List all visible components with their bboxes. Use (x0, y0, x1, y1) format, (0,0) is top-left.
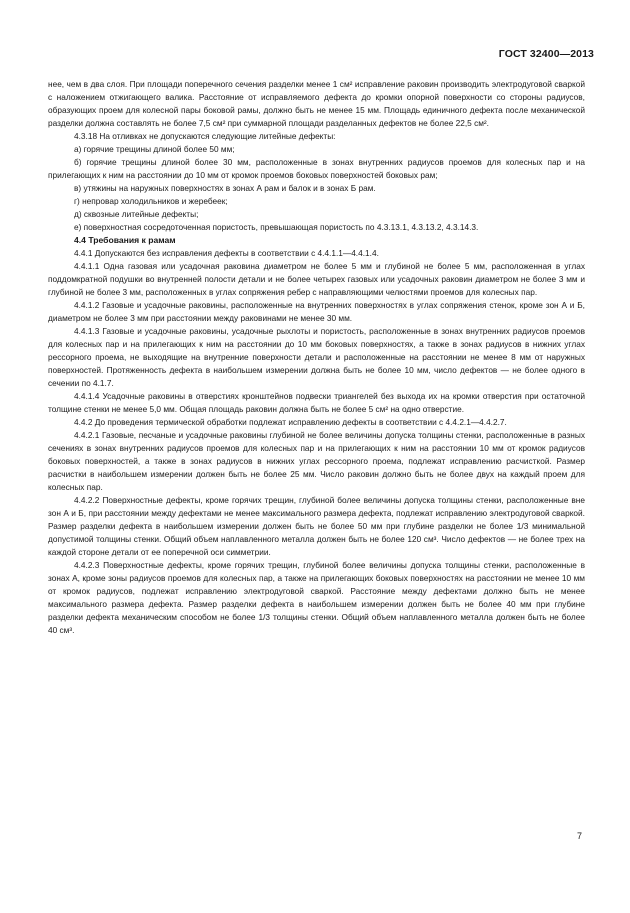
paragraph: 4.4.1.3 Газовые и усадочные раковины, усадочные рыхлоты и пористость, расположенные в зонах внутренних радиусов проемов для колесных пар и на прилегающих к ним на расстоянии до 10 мм боковых поверхностях, а также в зонах радиусов в нижних углах рессорного проема, не выходящие на внутренние поверхности детали и расположенные на расстоянии не менее 8 мм от наружных поверхностей. Протяженность дефекта в наибольшем измерении должна быть не более 10 мм, число дефектов — не более одного в сечении по 4.1.7. (48, 326, 585, 388)
paragraph: 4.3.18 На отливках не допускаются следующие литейные дефекты: (74, 131, 336, 141)
section-heading: 4.4 Требования к рамам (74, 235, 176, 245)
list-item: е) поверхностная сосредоточенная пористость, превышающая пористость по 4.3.13.1, 4.3.13.2, 4.3.14.3. (74, 222, 479, 232)
paragraph: нее, чем в два слоя. При площади поперечного сечения разделки менее 1 см² исправление раковин производить электродуговой сваркой с наложением отжигающего валика. Расстояние от исправляемого дефекта до кромки опорной поверхности со стороны радиусов, образующих проем для колесной пары боковой рамы, должно быть не менее 15 мм. Площадь единичного дефекта после механической разделки должна составлять не более 7,5 см² при суммарной площади разделанных дефектов не более 22,5 см². (48, 79, 585, 128)
list-item: д) сквозные литейные дефекты; (74, 209, 199, 219)
page-number: 7 (576, 831, 582, 841)
paragraph: 4.4.1.2 Газовые и усадочные раковины, расположенные на внутренних поверхностях в углах сопряжения стенок, кроме зон А и Б, диаметром не более 3 мм при расстоянии между раковинами не менее 30 мм. (48, 300, 585, 323)
paragraph: 4.4.2.1 Газовые, песчаные и усадочные раковины глубиной не более величины допуска толщины стенки, расположенные в разных сечениях в зонах внутренних радиусов проемов для колесных пар и на прилегающих к ним на расстоянии 10 мм от кромок радиусов боковых поверхностей, а также в зонах радиусов в нижних углах рессорного проема, подлежат исправлению расчисткой. Размер расчистки в наибольшем измерении должен быть не более 25 мм. Число раковин должно быть не более двух на каждый проем для колесных пар. (48, 430, 585, 492)
paragraph: 4.4.1.1 Одна газовая или усадочная раковина диаметром не более 5 мм и глубиной не более 5 мм, расположенная в углах поддомкратной подушки во внутренней полости детали и не более четырех газовых или усадочных раковин диаметром не более 3 мм и глубиной не более 3 мм, расположенных в углах сопряжения ребер с направляющими челюстями проемов для колесных пар. (48, 261, 585, 297)
list-item: г) непровар холодильников и жеребеек; (74, 196, 228, 206)
paragraph: 4.4.1.4 Усадочные раковины в отверстиях кронштейнов подвески триангелей без выхода их на кромки отверстия при остаточной толщине стенки не менее 5,0 мм. Общая площадь раковин должна быть не более 5 см² на одно отверстие. (48, 391, 585, 414)
document-header: ГОСТ 32400—2013 (498, 48, 594, 60)
list-item: б) горячие трещины длиной более 30 мм, расположенные в зонах внутренних радиусов проемов для колесных пар и на прилегающих к ним на расстоянии до 10 мм от кромок проемов боковых поверхностей боковых рам; (48, 157, 585, 180)
document-body (48, 78, 585, 637)
list-item: в) утяжины на наружных поверхностях в зонах А рам и балок и в зонах Б рам. (74, 183, 376, 193)
paragraph: 4.4.2.2 Поверхностные дефекты, кроме горячих трещин, глубиной более величины допуска толщины стенки, расположенные вне зон А и Б, при расстоянии между дефектами не менее максимального размера дефекта, подлежат исправлению электродуговой сваркой. Размер разделки дефекта в наибольшем измерении должен быть не более 50 мм при глубине разделки не более 1/3 минимальной допустимой толщины стенки. Общий объем наплавленного металла должен быть не более 120 см³. Число дефектов — не более трех на каждой стороне детали от ее поперечной оси симметрии. (48, 495, 585, 557)
paragraph: 4.4.2 До проведения термической обработки подлежат исправлению дефекты в соответствии с 4.4.2.1—4.4.2.7. (74, 417, 507, 427)
paragraph: 4.4.1 Допускаются без исправления дефекты в соответствии с 4.4.1.1—4.4.1.4. (74, 248, 379, 258)
paragraph: 4.4.2.3 Поверхностные дефекты, кроме горячих трещин, глубиной более величины допуска толщины стенки, расположенные в зонах А, кроме зоны радиусов проемов для колесных пар, а также на прилегающих боковых поверхностях на расстоянии не менее 10 мм от кромок радиусов, подлежат исправлению электродуговой сваркой. Расстояние между дефектами должно быть не менее максимального размера дефекта. Размер разделки дефекта в наибольшем измерении должен быть не более 40 мм при глубине разделки дефекта механическим способом не более 1/3 толщины стенки. Общий объем наплавленного металла должен быть не более 40 см³. (48, 560, 585, 635)
list-item: а) горячие трещины длиной более 50 мм; (74, 144, 235, 154)
